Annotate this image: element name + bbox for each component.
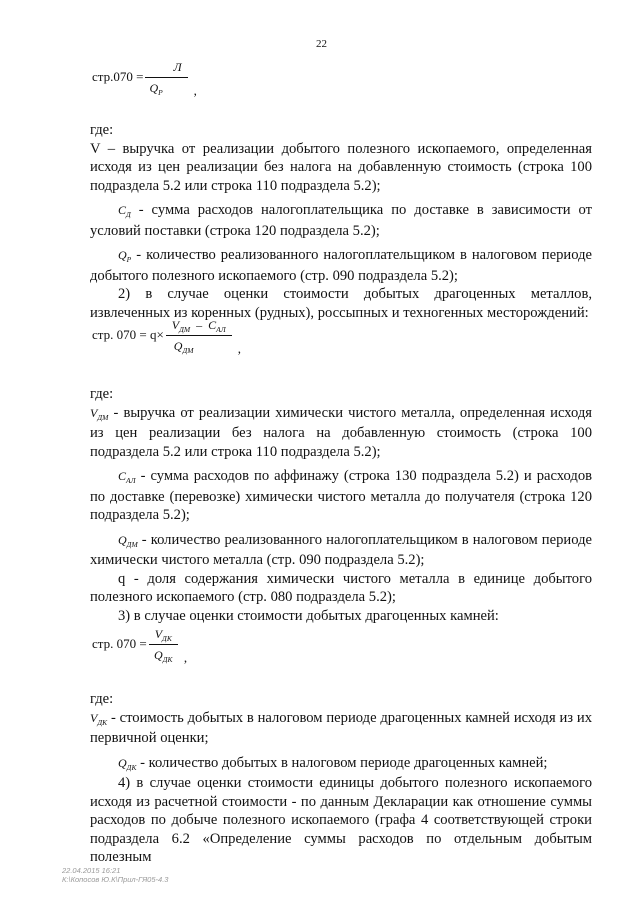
definition-vdk [90, 709, 592, 748]
formula-2-trail: , [237, 340, 241, 356]
formula-3 [92, 627, 188, 665]
file-stamp-path: К:\Копосов Ю.К\Прил-ГЯ05-4.3 [62, 875, 169, 884]
where-label-3: где: [90, 691, 114, 707]
file-stamp-date: 22.04.2015 16:21 [62, 866, 121, 875]
item-3: 3) в случае оценки стоимости добытых драгоценных камней: [118, 607, 499, 624]
definition-vdk-text: - стоимость добытых в налоговом периоде драгоценных камней исходя из их первичной оценки; [90, 709, 592, 746]
where-label-2: где: [90, 386, 114, 402]
formula-3-trail: , [183, 649, 188, 665]
formula-2-numerator: $V_{ДМ} - C_{АЛ}$ [166, 318, 232, 336]
definition-v: V – выручка от реализации добытого полезного ископаемого, определенная исходя из цен реализации без налога на добавленную стоимость (строка 100 подраздела 5.2 или строка 110 подраздела 5.2); [90, 140, 592, 194]
definition-vdm-text: - выручка от реализации химически чистого металла, определенная исходя из цен реализации без налога на добавленную стоимость (строка 100 подраздела 5.2 или строка 110 подраздела 5.2); [90, 404, 593, 460]
definition-cal [90, 467, 592, 525]
definition-qdm-text: - количество реализованного налогоплательщиком в налоговом периоде химически чистого металла (стр. 090 подраздела 5.2); [90, 531, 592, 568]
item-4: 4) в случае оценки стоимости единицы добытого полезного ископаемого исходя из расчетной стоимости - по данным Декларации как отношение суммы расходов по добыче полезного ископаемого (графа 4 соответствующей строки подраздела 6.2 «Определение суммы расходов по отдельным добытым полезным [90, 775, 592, 865]
formula-2-fraction [166, 318, 232, 354]
formula-3-lhs: стр. 070 = [92, 635, 147, 651]
formula-2-lhs: стр. 070 = q× [92, 326, 164, 342]
formula-3-fraction [149, 627, 178, 663]
section-2 [90, 385, 592, 625]
formula-1-den-symbol: Q [149, 81, 159, 95]
formula-1-trail: , [193, 82, 197, 98]
formula-2 [92, 318, 241, 356]
definition-qdk [90, 754, 592, 775]
formula-2-denominator: $Q_{ДМ}$ [173, 339, 194, 355]
formula-1-fraction [145, 60, 187, 96]
formula-1-den-subscript: Р [158, 88, 163, 97]
definition-q: q - доля содержания химически чистого металла в единице добытого полезного ископаемого (стр. 080 подраздела 5.2); [90, 570, 592, 605]
definition-cal-symbol: $C_{АЛ}$ [118, 469, 136, 485]
definition-qr [90, 246, 592, 285]
definition-cd-text: - сумма расходов налогоплательщика по доставке в зависимости от условий поставки (строка 120 подраздела 5.2); [90, 202, 592, 239]
definition-qdm [90, 531, 592, 570]
definition-cd [90, 201, 592, 240]
definition-cd-symbol: $C_Д$ [118, 203, 131, 219]
formula-3-denominator: $Q_{ДК}$ [154, 648, 173, 664]
section-3 [90, 690, 592, 867]
formula-3-numerator: $V_{ДК}$ [149, 627, 178, 645]
formula-1-lhs: стр.070 = [92, 68, 144, 84]
section-1 [90, 121, 592, 322]
definition-qdm-symbol: $Q_{ДМ}$ [118, 532, 138, 549]
formula-1-numerator: Л [145, 60, 187, 78]
item-2: 2) в случае оценки стоимости добытых драгоценных металлов, извлеченных из коренных (рудных), россыпных и техногенных месторождений: [90, 286, 592, 321]
definition-qr-symbol: $Q_Р$ [118, 248, 132, 264]
definition-vdm-symbol: $V_{ДМ}$ [90, 405, 109, 422]
definition-cal-text: - сумма расходов по аффинажу (строка 130 подраздела 5.2) и расходов по доставке (перевозке) химически чистого металла до получателя (строка 120 подраздела 5.2); [90, 468, 593, 523]
definition-vdm [90, 404, 592, 462]
page-number: 22 [316, 38, 327, 50]
definition-qr-text: - количество реализованного налогоплательщиком в налоговом периоде добытого полезного ископаемого (стр. 090 подраздела 5.2); [90, 247, 592, 284]
formula-1 [92, 60, 197, 98]
formula-1-denominator [145, 78, 187, 96]
file-stamp [62, 866, 168, 884]
definition-qdk-symbol: $Q_{ДК}$ [118, 755, 137, 772]
where-label-1: где: [90, 122, 114, 138]
definition-qdk-text: - количество добытых в налоговом периоде драгоценных камней; [140, 754, 548, 771]
definition-vdk-symbol: $V_{ДК}$ [90, 710, 108, 727]
